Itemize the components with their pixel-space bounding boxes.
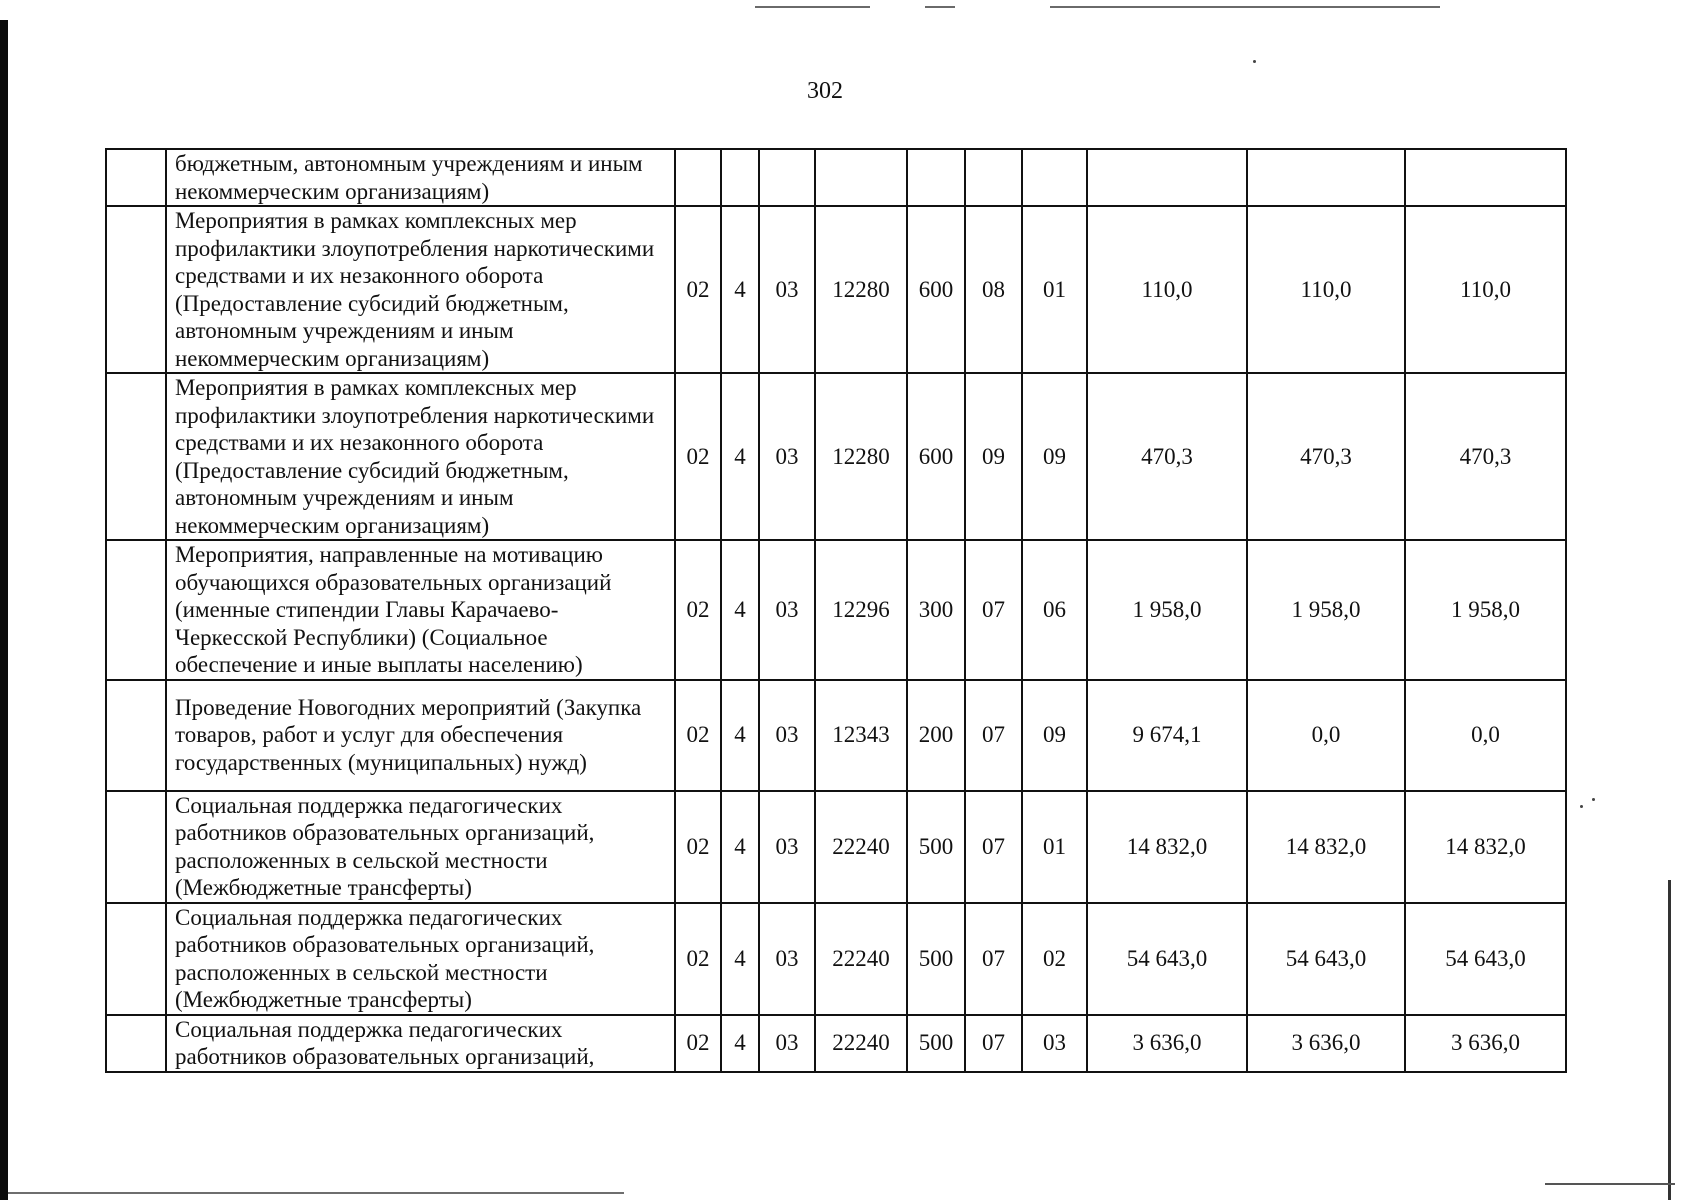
description-cell: Социальная поддержка педагогических работников образовательных организаций, расположенных в сельской местности (Межбюджетные трансферты) bbox=[166, 903, 675, 1015]
scan-speck bbox=[1580, 805, 1583, 808]
code-cell: 02 bbox=[675, 903, 721, 1015]
code-cell: 01 bbox=[1022, 206, 1087, 373]
code-cell bbox=[907, 149, 965, 206]
amount-cell: 54 643,0 bbox=[1087, 903, 1247, 1015]
amount-cell bbox=[1087, 149, 1247, 206]
code-cell: 500 bbox=[907, 791, 965, 903]
budget-table bbox=[105, 148, 1567, 1073]
code-cell: 03 bbox=[1022, 1015, 1087, 1072]
code-cell: 07 bbox=[965, 903, 1022, 1015]
code-cell: 03 bbox=[759, 680, 815, 791]
row-number-cell bbox=[106, 791, 166, 903]
code-cell: 02 bbox=[675, 680, 721, 791]
scan-speck bbox=[1592, 798, 1595, 801]
code-cell: 4 bbox=[721, 1015, 759, 1072]
code-cell: 500 bbox=[907, 1015, 965, 1072]
code-cell: 02 bbox=[675, 540, 721, 680]
amount-cell: 54 643,0 bbox=[1247, 903, 1405, 1015]
row-number-cell bbox=[106, 540, 166, 680]
code-cell: 09 bbox=[1022, 680, 1087, 791]
code-cell: 12280 bbox=[815, 373, 907, 540]
code-cell: 03 bbox=[759, 791, 815, 903]
description-cell: Социальная поддержка педагогических работников образовательных организаций, bbox=[166, 1015, 675, 1072]
code-cell: 200 bbox=[907, 680, 965, 791]
code-cell: 07 bbox=[965, 1015, 1022, 1072]
code-cell: 02 bbox=[1022, 903, 1087, 1015]
row-number-cell bbox=[106, 373, 166, 540]
code-cell: 12296 bbox=[815, 540, 907, 680]
code-cell: 01 bbox=[1022, 791, 1087, 903]
code-cell: 07 bbox=[965, 540, 1022, 680]
code-cell: 22240 bbox=[815, 791, 907, 903]
table-row bbox=[106, 791, 1566, 903]
description-cell: Социальная поддержка педагогических работников образовательных организаций, расположенных в сельской местности (Межбюджетные трансферты) bbox=[166, 791, 675, 903]
code-cell: 500 bbox=[907, 903, 965, 1015]
scan-edge-top bbox=[1050, 6, 1440, 8]
code-cell: 06 bbox=[1022, 540, 1087, 680]
code-cell: 4 bbox=[721, 206, 759, 373]
description-cell: Мероприятия в рамках комплексных мер профилактики злоупотребления наркотическими средствами и их незаконного оборота (Предоставление субсидий бюджетным, автономным учреждениям и иным некоммерческим организациям) bbox=[166, 206, 675, 373]
table-row bbox=[106, 149, 1566, 206]
code-cell: 12280 bbox=[815, 206, 907, 373]
description-cell: Мероприятия в рамках комплексных мер профилактики злоупотребления наркотическими средствами и их незаконного оборота (Предоставление субсидий бюджетным, автономным учреждениям и иным некоммерческим организациям) bbox=[166, 373, 675, 540]
scan-edge-top bbox=[925, 6, 955, 8]
code-cell: 09 bbox=[965, 373, 1022, 540]
row-number-cell bbox=[106, 903, 166, 1015]
amount-cell: 0,0 bbox=[1247, 680, 1405, 791]
code-cell: 09 bbox=[1022, 373, 1087, 540]
amount-cell: 9 674,1 bbox=[1087, 680, 1247, 791]
code-cell: 02 bbox=[675, 1015, 721, 1072]
code-cell: 03 bbox=[759, 373, 815, 540]
scan-edge-bottom-right bbox=[1545, 1183, 1675, 1185]
table-row bbox=[106, 373, 1566, 540]
code-cell: 300 bbox=[907, 540, 965, 680]
code-cell: 02 bbox=[675, 206, 721, 373]
amount-cell: 470,3 bbox=[1087, 373, 1247, 540]
scan-speck bbox=[1253, 60, 1256, 63]
code-cell: 22240 bbox=[815, 1015, 907, 1072]
code-cell: 12343 bbox=[815, 680, 907, 791]
amount-cell: 3 636,0 bbox=[1405, 1015, 1566, 1072]
amount-cell: 3 636,0 bbox=[1247, 1015, 1405, 1072]
code-cell: 03 bbox=[759, 1015, 815, 1072]
code-cell: 4 bbox=[721, 680, 759, 791]
amount-cell: 470,3 bbox=[1247, 373, 1405, 540]
code-cell: 4 bbox=[721, 540, 759, 680]
scan-edge-right bbox=[1668, 880, 1671, 1200]
code-cell bbox=[759, 149, 815, 206]
amount-cell: 14 832,0 bbox=[1405, 791, 1566, 903]
code-cell: 02 bbox=[675, 791, 721, 903]
code-cell bbox=[965, 149, 1022, 206]
amount-cell bbox=[1247, 149, 1405, 206]
code-cell bbox=[675, 149, 721, 206]
code-cell: 08 bbox=[965, 206, 1022, 373]
amount-cell: 54 643,0 bbox=[1405, 903, 1566, 1015]
code-cell: 03 bbox=[759, 540, 815, 680]
code-cell: 03 bbox=[759, 903, 815, 1015]
amount-cell: 14 832,0 bbox=[1087, 791, 1247, 903]
row-number-cell bbox=[106, 149, 166, 206]
code-cell bbox=[815, 149, 907, 206]
code-cell: 4 bbox=[721, 903, 759, 1015]
row-number-cell bbox=[106, 680, 166, 791]
amount-cell: 110,0 bbox=[1247, 206, 1405, 373]
table-row bbox=[106, 206, 1566, 373]
code-cell: 02 bbox=[675, 373, 721, 540]
code-cell bbox=[721, 149, 759, 206]
code-cell: 07 bbox=[965, 680, 1022, 791]
row-number-cell bbox=[106, 206, 166, 373]
amount-cell: 470,3 bbox=[1405, 373, 1566, 540]
page-number: 302 bbox=[807, 78, 843, 104]
amount-cell: 110,0 bbox=[1087, 206, 1247, 373]
table-row bbox=[106, 903, 1566, 1015]
scan-edge-left bbox=[0, 20, 8, 1200]
amount-cell: 0,0 bbox=[1405, 680, 1566, 791]
amount-cell bbox=[1405, 149, 1566, 206]
description-cell: Мероприятия, направленные на мотивацию обучающихся образовательных организаций (именные стипендии Главы Карачаево-Черкесской Республики) (Социальное обеспечение и иные выплаты населению) bbox=[166, 540, 675, 680]
code-cell: 600 bbox=[907, 206, 965, 373]
table-row bbox=[106, 1015, 1566, 1072]
code-cell: 07 bbox=[965, 791, 1022, 903]
amount-cell: 1 958,0 bbox=[1247, 540, 1405, 680]
row-number-cell bbox=[106, 1015, 166, 1072]
amount-cell: 3 636,0 bbox=[1087, 1015, 1247, 1072]
code-cell: 4 bbox=[721, 791, 759, 903]
amount-cell: 1 958,0 bbox=[1087, 540, 1247, 680]
amount-cell: 14 832,0 bbox=[1247, 791, 1405, 903]
amount-cell: 110,0 bbox=[1405, 206, 1566, 373]
code-cell: 4 bbox=[721, 373, 759, 540]
code-cell bbox=[1022, 149, 1087, 206]
table-row bbox=[106, 540, 1566, 680]
description-cell: бюджетным, автономным учреждениям и иным некоммерческим организациям) bbox=[166, 149, 675, 206]
code-cell: 600 bbox=[907, 373, 965, 540]
code-cell: 22240 bbox=[815, 903, 907, 1015]
scan-edge-bottom bbox=[8, 1192, 624, 1194]
description-cell: Проведение Новогодних мероприятий (Закупка товаров, работ и услуг для обеспечения государственных (муниципальных) нужд) bbox=[166, 680, 675, 791]
code-cell: 03 bbox=[759, 206, 815, 373]
amount-cell: 1 958,0 bbox=[1405, 540, 1566, 680]
scan-edge-top bbox=[755, 6, 870, 8]
table-row bbox=[106, 680, 1566, 791]
